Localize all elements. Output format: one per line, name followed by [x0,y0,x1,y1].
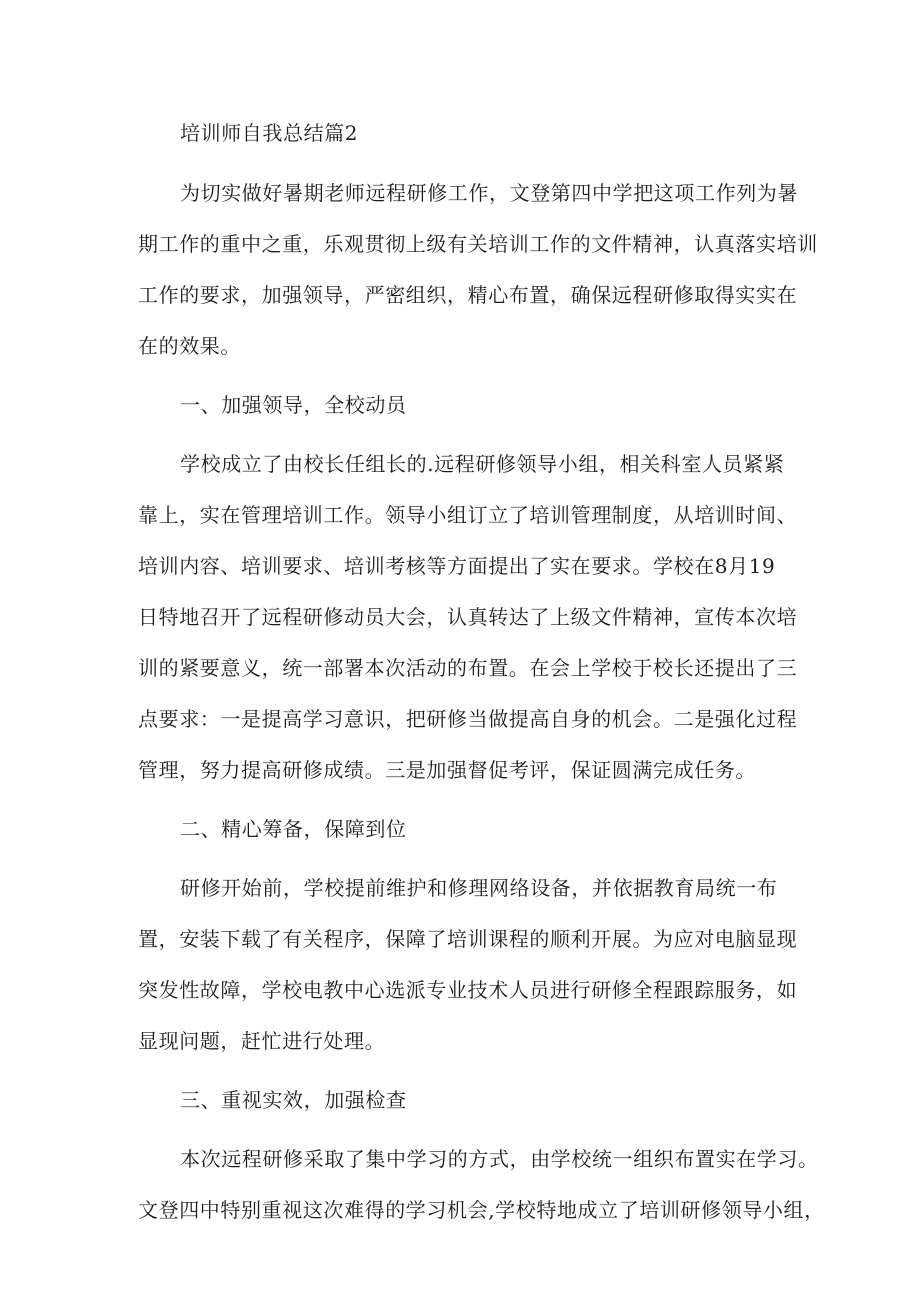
paragraph-line: 期工作的重中之重，乐观贯彻上级有关培训工作的文件精神，认真落实培训 [138,232,818,256]
paragraph-line: 本次远程研修采取了集中学习的方式，由学校统一组织布置实在学习。 [180,1147,819,1171]
paragraph-line: 置，安装下载了有关程序，保障了培训课程的顺利开展。为应对电脑显现 [138,927,798,951]
paragraph-line: 管理，努力提高研修成绩。三是加强督促考评，保证圆满完成任务。 [138,758,756,782]
paragraph-line: 文登四中特别重视这次难得的学习机会,学校特地成立了培训研修领导小组， [138,1198,825,1222]
section-heading: 二、精心筹备，保障到位 [180,817,407,841]
paragraph-line: 显现问题，赶忙进行处理。 [138,1029,386,1053]
paragraph-line: 日特地召开了远程研修动员大会，认真转达了上级文件精神，宣传本次培 [138,605,798,629]
paragraph-line: 训的紧要意义，统一部署本次活动的布置。在会上学校于校长还提出了三 [138,656,798,680]
paragraph-line: 在的效果。 [138,334,241,358]
section-heading: 一、加强领导，全校动员 [180,393,407,417]
paragraph-line: 培训内容、培训要求、培训考核等方面提出了实在要求。学校在8月19 [138,554,776,578]
paragraph-line: 突发性故障，学校电教中心选派专业技术人员进行研修全程跟踪服务，如 [138,978,798,1002]
paragraph-line: 研修开始前，学校提前维护和修理网络设备，并依据教育局统一布 [180,876,778,900]
paragraph-line: 工作的要求，加强领导，严密组织，精心布置，确保远程研修取得实实在 [138,283,798,307]
paragraph-line: 为切实做好暑期老师远程研修工作，文登第四中学把这项工作列为暑 [180,181,798,205]
paragraph-line: 点要求：一是提高学习意识，把研修当做提高自身的机会。二是强化过程 [138,707,798,731]
section-heading: 三、重视实效，加强检查 [180,1088,407,1112]
paragraph-line: 靠上，实在管理培训工作。领导小组订立了培训管理制度，从培训时间、 [138,503,798,527]
document-title: 培训师自我总结篇2 [180,121,359,145]
paragraph-line: 学校成立了由校长任组长的.远程研修领导小组，相关科室人员紧紧 [180,452,785,476]
